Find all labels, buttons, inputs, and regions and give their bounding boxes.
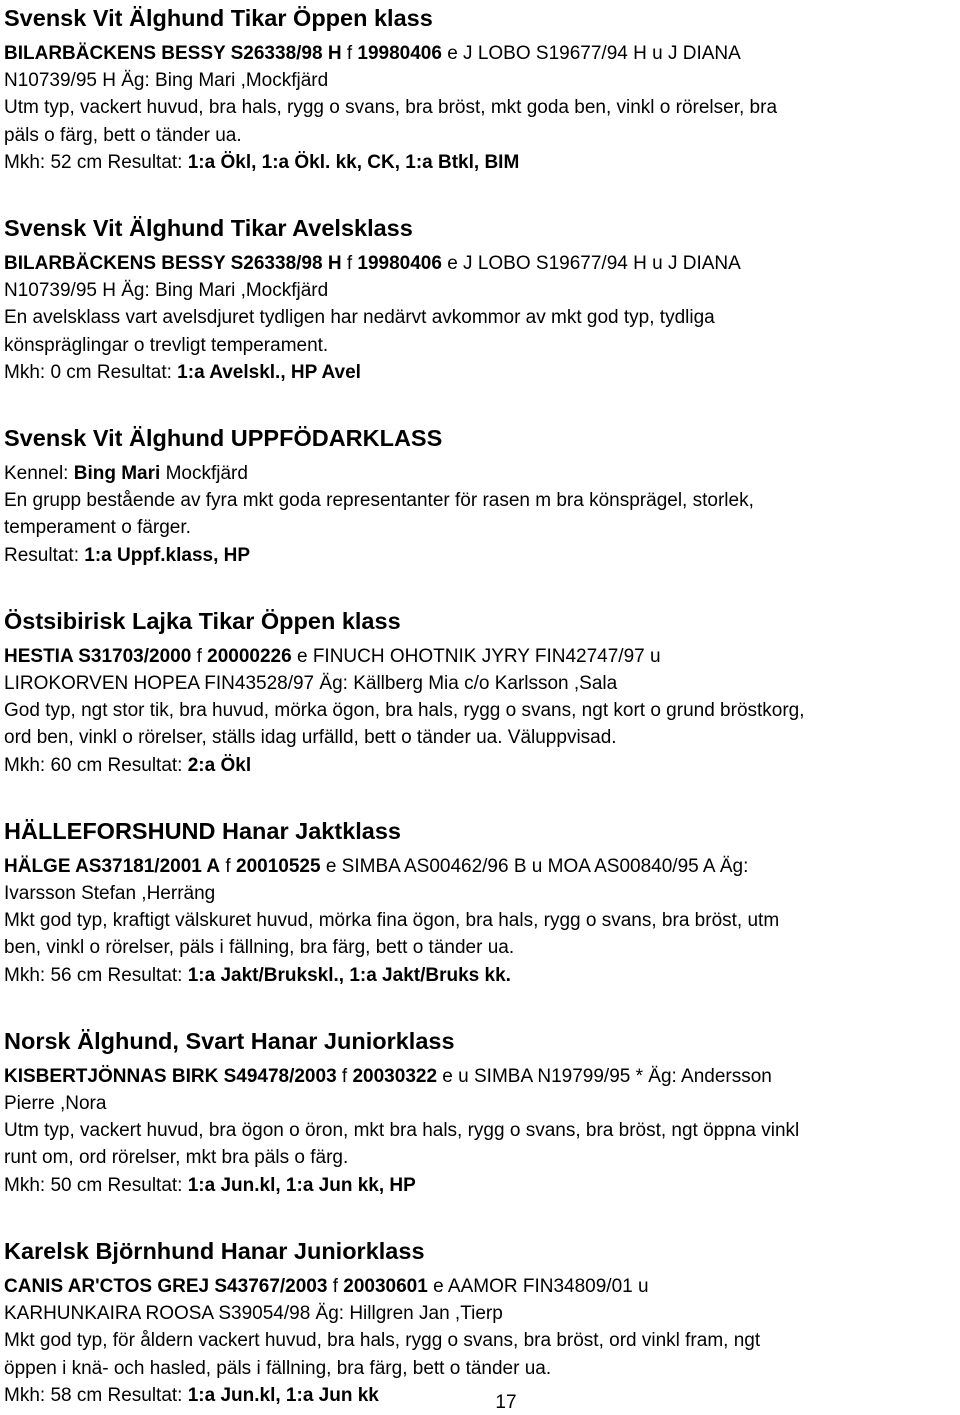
bold-text: KISBERTJÖNNAS BIRK S49478/2003 (4, 1065, 337, 1087)
text: N10739/95 H Äg: Bing Mari ,Mockfjärd (4, 280, 329, 302)
dog-entry-line (4, 1063, 956, 1090)
text: e AAMOR FIN34809/01 u (427, 1275, 649, 1297)
result-line (4, 542, 956, 569)
bold-text: 1:a Ökl, 1:a Ökl. kk, CK, 1:a Btkl, BIM (187, 151, 520, 173)
text: e J LOBO S19677/94 H u J DIANA (441, 253, 741, 275)
class-heading: Svensk Vit Älghund Tikar Öppen klass (4, 5, 433, 31)
bold-text: Bing Mari (73, 463, 161, 485)
class-heading: Norsk Älghund, Svart Hanar Juniorklass (4, 1027, 455, 1054)
heading-spacer (4, 1055, 956, 1063)
result-line (4, 359, 956, 386)
text: En grupp bestående av fyra mkt goda representanter för rasen m bra könsprägel, storlek, (4, 490, 754, 512)
dog-entry-line (4, 643, 956, 670)
dog-class-section (4, 210, 956, 420)
critique-line (4, 487, 956, 514)
text: öppen i knä- och hasled, päls i fällning, bra färg, bett o tänder ua. (4, 1357, 552, 1379)
text: f (327, 1275, 344, 1297)
document-page (4, 0, 956, 1409)
text: Mkh: 56 cm Resultat: (4, 964, 188, 986)
dog-class-section (4, 0, 956, 210)
text: Utm typ, vackert huvud, bra ögon o öron, mkt bra hals, rygg o svans, bra bröst, ngt öppna vinkl (4, 1120, 800, 1142)
bold-text: HÄLGE AS37181/2001 A (4, 855, 221, 877)
bold-text: 19980406 (357, 253, 442, 275)
text: Pierre ,Nora (4, 1093, 107, 1115)
heading-spacer (4, 32, 956, 40)
text: f (191, 645, 208, 667)
critique-line (4, 277, 956, 304)
class-heading: Svensk Vit Älghund Tikar Avelsklass (4, 215, 413, 242)
text: Resultat: (4, 544, 85, 566)
text: e u SIMBA N19799/95 * Äg: Andersson (437, 1065, 772, 1087)
result-line (4, 1172, 956, 1199)
class-heading: Karelsk Björnhund Hanar Juniorklass (4, 1237, 425, 1264)
critique-line (4, 724, 956, 751)
bold-text: 2:a Ökl (187, 754, 252, 776)
section-spacer (4, 569, 956, 603)
section-spacer (4, 386, 956, 420)
text: ord ben, vinkl o rörelser, ställs idag urfälld, bett o tänder ua. Väluppvisad. (4, 727, 617, 749)
bold-text: BILARBÄCKENS BESSY S26338/98 H (4, 43, 342, 64)
critique-line (4, 514, 956, 541)
text: f (336, 1065, 353, 1087)
text: Kennel: (4, 463, 74, 485)
critique-line (4, 122, 956, 149)
result-line (4, 149, 956, 176)
dog-entry-line (4, 40, 956, 67)
dog-class-section (4, 603, 956, 813)
result-line (4, 752, 956, 779)
text: e J LOBO S19677/94 H u J DIANA (441, 43, 741, 64)
text: könspräglingar o trevligt temperament. (4, 334, 329, 356)
text: ben, vinkl o rörelser, päls i fällning, bra färg, bett o tänder ua. (4, 937, 515, 959)
text: Mockfjärd (160, 463, 248, 485)
critique-line (4, 1355, 956, 1382)
text: Mkh: 50 cm Resultat: (4, 1174, 188, 1196)
class-heading: Svensk Vit Älghund UPPFÖDARKLASS (4, 425, 443, 452)
dog-entry-line (4, 250, 956, 277)
dog-entry-line (4, 1273, 956, 1300)
text: Mkt god typ, kraftigt välskuret huvud, mörka fina ögon, bra hals, rygg o svans, bra bröst, utm (4, 910, 780, 932)
critique-line (4, 1144, 956, 1171)
dog-class-section (4, 813, 956, 1023)
critique-line (4, 697, 956, 724)
critique-line (4, 907, 956, 934)
heading-spacer (4, 845, 956, 853)
critique-line (4, 332, 956, 359)
text: God typ, ngt stor tik, bra huvud, mörka ögon, bra hals, rygg o svans, ngt kort o grund bröstkorg, (4, 700, 805, 722)
section-spacer (4, 779, 956, 813)
bold-text: 20010525 (236, 855, 321, 877)
bold-text: 20000226 (207, 645, 292, 667)
bold-text: 1:a Uppf.klass, HP (84, 544, 251, 566)
text: Mkh: 58 cm Resultat: (4, 1384, 188, 1406)
dog-entry-line (4, 460, 956, 487)
section-spacer (4, 989, 956, 1023)
bold-text: HESTIA S31703/2000 (4, 645, 192, 667)
dog-class-section (4, 1233, 956, 1409)
bold-text: 20030322 (352, 1065, 438, 1087)
critique-line (4, 1300, 956, 1327)
class-heading: HÄLLEFORSHUND Hanar Jaktklass (4, 817, 401, 844)
critique-line (4, 1117, 956, 1144)
critique-line (4, 67, 956, 94)
bold-text: 20030601 (343, 1275, 428, 1297)
text: Mkh: 60 cm Resultat: (4, 754, 188, 776)
text: runt om, ord rörelser, mkt bra päls o färg. (4, 1147, 349, 1169)
critique-line (4, 94, 956, 121)
section-spacer (4, 176, 956, 210)
text: LIROKORVEN HOPEA FIN43528/97 Äg: Källberg Mia c/o Karlsson ,Sala (4, 673, 618, 695)
critique-line (4, 304, 956, 331)
bold-text: 1:a Jun.kl, 1:a Jun kk, HP (187, 1174, 416, 1196)
text: Utm typ, vackert huvud, bra hals, rygg o svans, bra bröst, mkt goda ben, vinkl o rörelser, bra (4, 97, 778, 119)
heading-spacer (4, 242, 956, 250)
text: KARHUNKAIRA ROOSA S39054/98 Äg: Hillgren Jan ,Tierp (4, 1303, 503, 1325)
text: f (341, 253, 358, 275)
critique-line (4, 934, 956, 961)
text: f (220, 855, 236, 877)
text: Mkh: 52 cm Resultat: (4, 151, 188, 173)
bold-text: 1:a Avelskl., HP Avel (177, 361, 361, 383)
critique-line (4, 1090, 956, 1117)
dog-entry-line (4, 853, 956, 880)
bold-text: BILARBÄCKENS BESSY S26338/98 H (4, 253, 342, 275)
bold-text: 19980406 (357, 43, 442, 64)
text: e SIMBA AS00462/96 B u MOA AS00840/95 A Äg: (320, 855, 749, 877)
text: N10739/95 H Äg: Bing Mari ,Mockfjärd (4, 70, 329, 92)
dog-class-section (4, 420, 956, 603)
text: Mkh: 0 cm Resultat: (4, 361, 178, 383)
heading-spacer (4, 1265, 956, 1273)
text: Mkt god typ, för åldern vackert huvud, bra hals, rygg o svans, bra bröst, ord vinkl fram, ngt (4, 1330, 761, 1352)
section-spacer (4, 1199, 956, 1233)
heading-spacer (4, 452, 956, 460)
text: päls o färg, bett o tänder ua. (4, 124, 242, 146)
bold-text: 1:a Jun.kl, 1:a Jun kk (187, 1384, 379, 1406)
heading-spacer (4, 635, 956, 643)
bold-text: CANIS AR'CTOS GREJ S43767/2003 (4, 1275, 328, 1297)
text: En avelsklass vart avelsdjuret tydligen har nedärvt avkommor av mkt god typ, tydliga (4, 307, 715, 329)
text: Ivarsson Stefan ,Herräng (4, 883, 216, 905)
class-heading: Östsibirisk Lajka Tikar Öppen klass (4, 607, 401, 634)
text: e FINUCH OHOTNIK JYRY FIN42747/97 u (291, 645, 661, 667)
page-number: 17 (495, 1392, 517, 1413)
critique-line (4, 1327, 956, 1354)
dog-class-section (4, 1023, 956, 1233)
text: f (341, 43, 358, 64)
critique-line (4, 880, 956, 907)
critique-line (4, 670, 956, 697)
text: temperament o färger. (4, 517, 191, 539)
result-line (4, 962, 956, 989)
bold-text: 1:a Jakt/Brukskl., 1:a Jakt/Bruks kk. (187, 964, 511, 986)
